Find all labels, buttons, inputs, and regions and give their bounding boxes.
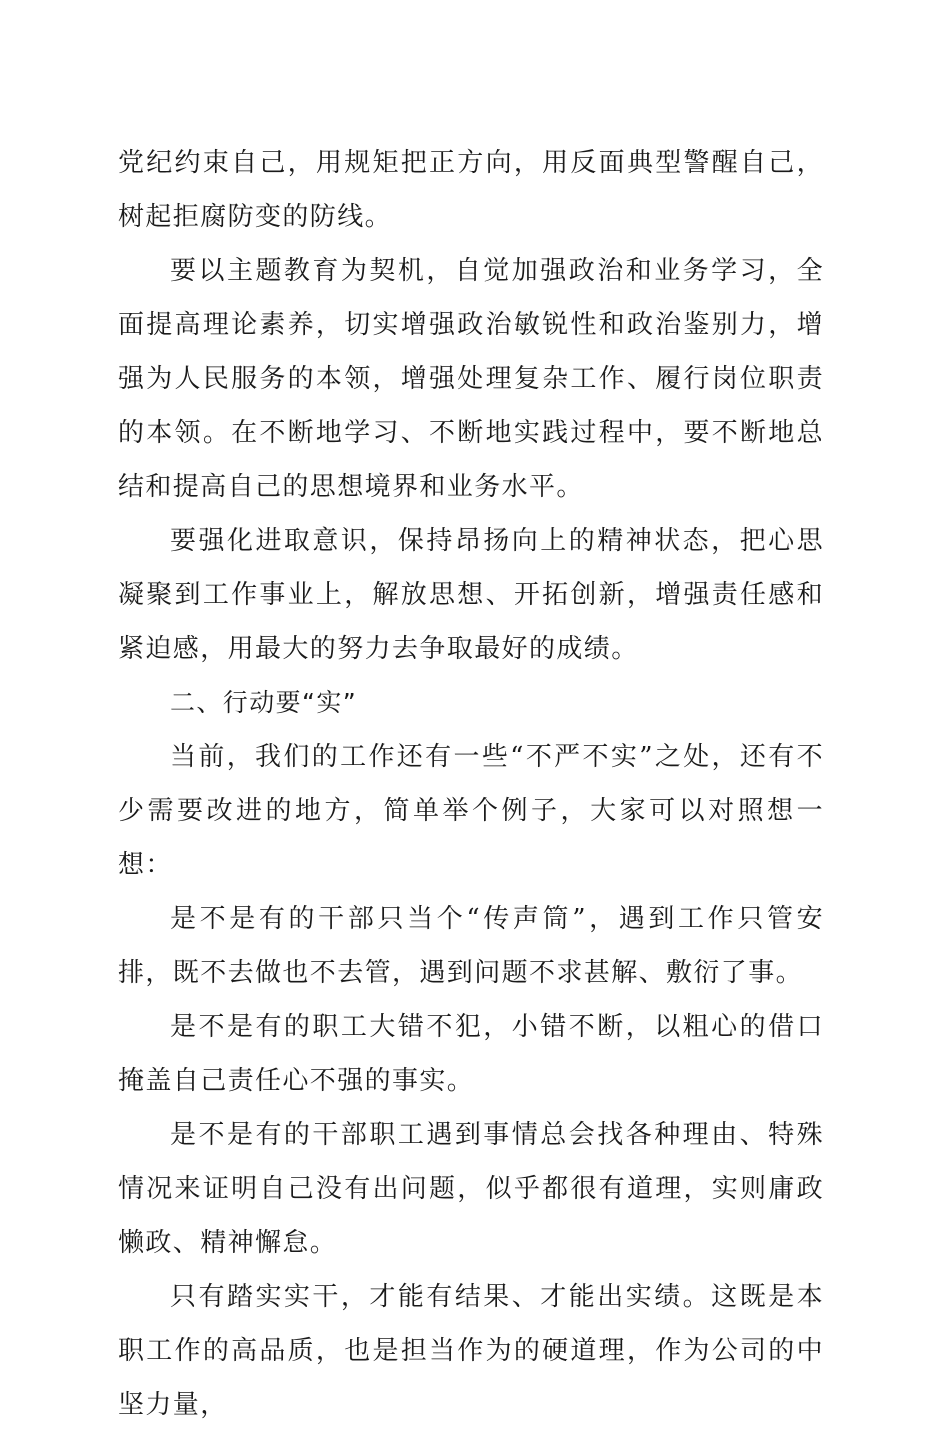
paragraph-study: 要以主题教育为契机，自觉加强政治和业务学习，全面提高理论素养，切实增强政治敏锐性和政治鉴别力，增强为人民服务的本领，增强处理复杂工作、履行岗位职责的本领。在不断地学习、不断地实践过程中，要不断地总结和提高自己的思想境界和业务水平。 <box>118 256 824 502</box>
section-heading-action: 二、行动要“实” <box>170 688 358 717</box>
continuation-paragraph: 党纪约束自己，用规矩把正方向，用反面典型警醒自己，树起拒腐防变的防线。 <box>118 148 824 232</box>
paragraph-example-worker: 是不是有的职工大错不犯，小错不断，以粗心的借口掩盖自己责任心不强的事实。 <box>118 1012 824 1096</box>
paragraph-current-work: 当前，我们的工作还有一些“不严不实”之处，还有不少需要改进的地方，简单举个例子，大家可以对照想一想： <box>118 742 824 880</box>
paragraph-enterprise: 要强化进取意识，保持昂扬向上的精神状态，把心思凝聚到工作事业上，解放思想、开拓创新，增强责任感和紧迫感，用最大的努力去争取最好的成绩。 <box>118 526 824 664</box>
paragraph-practical-work: 只有踏实实干，才能有结果、才能出实绩。这既是本职工作的高品质，也是担当作为的硬道理，作为公司的中坚力量， <box>118 1282 824 1420</box>
paragraph-example-excuses: 是不是有的干部职工遇到事情总会找各种理由、特殊情况来证明自己没有出问题，似乎都很有道理，实则庸政懒政、精神懈怠。 <box>118 1120 824 1258</box>
document-body <box>118 136 824 1432</box>
paragraph-example-cadre: 是不是有的干部只当个“传声筒”，遇到工作只管安排，既不去做也不去管，遇到问题不求甚解、敷衍了事。 <box>118 904 824 988</box>
